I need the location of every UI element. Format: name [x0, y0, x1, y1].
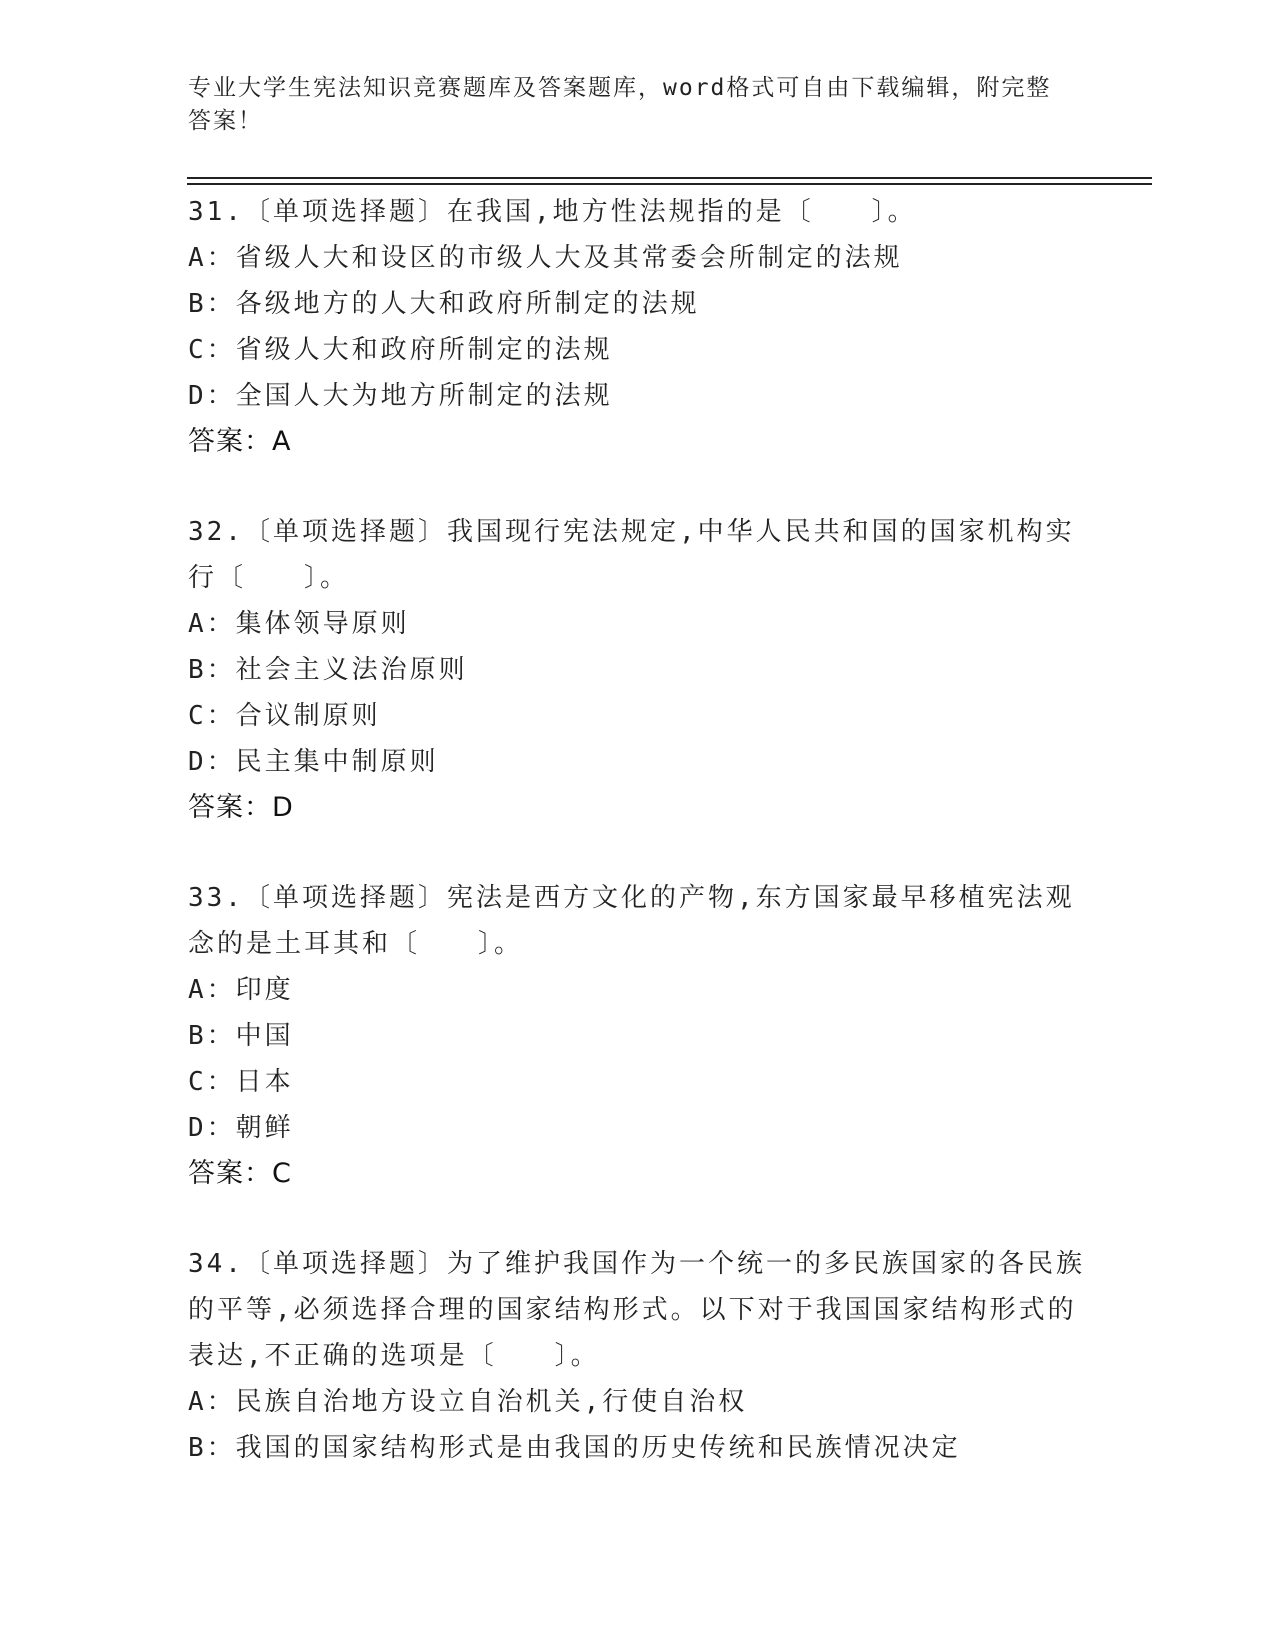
option-d: D：全国人大为地方所制定的法规 — [188, 381, 613, 411]
question-stem: 行〔 〕。 — [188, 563, 350, 593]
header-rule-top — [187, 177, 1152, 179]
question-stem: 的平等,必须选择合理的国家结构形式。以下对于我国国家结构形式的 — [188, 1295, 1077, 1325]
option-b: B：我国的国家结构形式是由我国的历史传统和民族情况决定 — [188, 1433, 961, 1463]
option-d: D：民主集中制原则 — [188, 747, 439, 777]
option-a: A：印度 — [188, 975, 294, 1005]
option-a: A：民族自治地方设立自治机关,行使自治权 — [188, 1387, 748, 1417]
option-c: C：省级人大和政府所制定的法规 — [188, 335, 613, 365]
question-stem: 34.〔单项选择题〕为了维护我国作为一个统一的多民族国家的各民族 — [188, 1249, 1085, 1279]
header-rule-bottom — [187, 183, 1152, 185]
question-stem: 表达,不正确的选项是〔 〕。 — [188, 1341, 600, 1371]
question-block — [188, 189, 1088, 465]
option-a: A：集体领导原则 — [188, 609, 410, 639]
question-stem: 念的是土耳其和〔 〕。 — [188, 929, 524, 959]
question-block — [188, 509, 1088, 831]
answer-line: 答案：D — [188, 792, 294, 823]
option-b: B：各级地方的人大和政府所制定的法规 — [188, 289, 700, 319]
question-block — [188, 875, 1088, 1197]
question-stem: 33.〔单项选择题〕宪法是西方文化的产物,东方国家最早移植宪法观 — [188, 883, 1075, 913]
option-b: B：中国 — [188, 1021, 294, 1051]
answer-line: 答案：A — [188, 426, 292, 457]
question-block — [188, 1241, 1088, 1471]
option-c: C：日本 — [188, 1067, 294, 1097]
option-b: B：社会主义法治原则 — [188, 655, 468, 685]
option-c: C：合议制原则 — [188, 701, 381, 731]
question-stem: 32.〔单项选择题〕我国现行宪法规定,中华人民共和国的国家机构实 — [188, 517, 1075, 547]
question-stem: 31.〔单项选择题〕在我国,地方性法规指的是〔 〕。 — [188, 197, 917, 227]
option-d: D：朝鲜 — [188, 1113, 294, 1143]
document-header: 专业大学生宪法知识竞赛题库及答案题库，word格式可自由下载编辑，附完整答案！ — [188, 75, 1052, 134]
option-a: A：省级人大和设区的市级人大及其常委会所制定的法规 — [188, 243, 903, 273]
question-list — [188, 189, 1088, 1471]
answer-line: 答案：C — [188, 1158, 292, 1189]
